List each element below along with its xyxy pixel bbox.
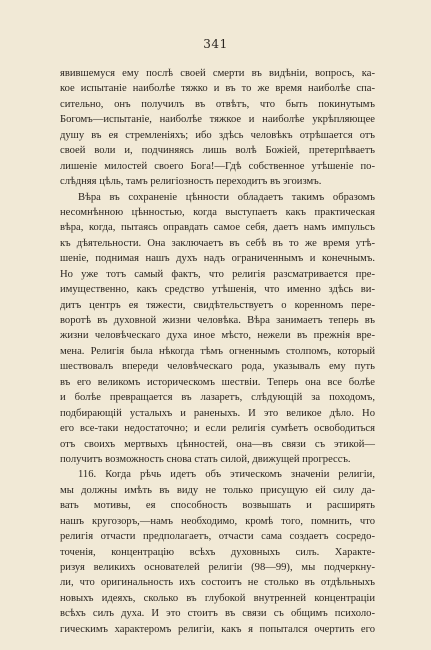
text-line: мы должны имѣть въ виду не только присущую ей силу да-: [60, 484, 375, 496]
text-line: нашъ кругозоръ,—намъ необходимо, кромѣ того, помнить, что: [60, 515, 375, 527]
text-line: мена. Религія была нѣкогда тѣмъ огненнымъ столпомъ, который: [60, 345, 375, 357]
text-line: своей воли и, подчиняясь лишь волѣ Божіей, претерпѣваетъ: [60, 145, 375, 157]
text-line: въ его великомъ историческомъ шествіи. Теперь она все болѣе: [60, 376, 375, 388]
text-line: 116. Когда рѣчь идетъ объ этическомъ значеніи религіи,: [78, 469, 375, 481]
text-line: слѣдняя цѣль, тамъ религіозность переходитъ въ эгоизмъ.: [60, 176, 322, 188]
text-line: лишеніе милостей своего Бога!—Гдѣ собственное утѣшеніе по-: [60, 160, 375, 172]
text-line: воротѣ въ духовной жизни человѣка. Вѣра занимаетъ теперь въ: [60, 315, 375, 326]
text-line: кое испытаніе наиболѣе тяжко и въ то же время наиболѣе спа-: [60, 83, 375, 95]
text-line: шеніе, поднимая нашъ духъ надъ ограниченнымъ и конечнымъ.: [60, 253, 375, 265]
text-line: несомнѣнною цѣнностью, когда выступаетъ какъ практическая: [60, 206, 375, 218]
text-line: Вѣра въ сохраненіе цѣнности обладаетъ такимъ образомъ: [78, 191, 375, 203]
text-line: вѣра, когда, пытаясь оправдать самое себя, даетъ намъ импульсъ: [60, 222, 375, 234]
text-line: ризуя великихъ основателей религіи (98—99), мы подчеркну-: [60, 562, 375, 573]
text-line: имущественно, какъ средство утѣшенія, что именно здѣсь ви-: [60, 284, 375, 296]
text-line: всѣхъ силъ духа. И это стоитъ въ связи съ общимъ психоло-: [60, 608, 375, 620]
text-line: къ дѣятельности. Она заключаетъ въ себѣ въ то же время утѣ-: [60, 237, 375, 249]
text-line: душу въ ея стремленіяхъ; ибо здѣсь человѣкъ отрѣшается отъ: [60, 129, 375, 141]
text-line: жизни человѣческаго духа иное мѣсто, нежели въ прежнія вре-: [60, 330, 375, 342]
text-line: шествовалъ впереди человѣческаго рода, указывалъ ему путь: [60, 361, 375, 373]
text-line: получитъ возможность снова стать силой, движущей прогрессъ.: [60, 453, 351, 465]
text-line: Богомъ—испытаніе, наиболѣе тяжкое и наиболѣе укрѣпляющее: [60, 114, 375, 126]
text-line: его все-таки недостаточно; и если религія сумѣетъ освободиться: [60, 423, 375, 435]
text-line: сительно, онъ получилъ въ отвѣтъ, что быть покинутымъ: [60, 98, 375, 110]
text-line: явившемуся ему послѣ своей смерти въ видѣніи, вопросъ, ка-: [60, 68, 375, 79]
text-line: гическимъ характеромъ религіи, какъ я попытался очертить его: [60, 623, 375, 635]
text-line: вать мотивы, ея способность возвышать и расширять: [60, 500, 375, 512]
text-line: ли, что оригинальность ихъ состоитъ не столько въ отдѣльныхъ: [60, 577, 375, 589]
body-text: [60, 66, 375, 637]
page-number: 341: [203, 37, 228, 51]
text-line: подбирающій усталыхъ и раненыхъ. И это великое дѣло. Но: [60, 407, 375, 419]
text-line: и болѣе превращается въ лазаретъ, слѣдующій за походомъ,: [60, 392, 375, 404]
text-line: религія отчасти предполагаетъ, отчасти сама создаетъ сосредо-: [60, 531, 375, 543]
text-line: Но уже тотъ самый фактъ, что религія разсматривается пре-: [60, 268, 375, 280]
text-line: точенія, концентрацію всѣхъ духовныхъ силъ. Характе-: [60, 546, 375, 558]
text-line: дитъ центръ ея тяжести, свидѣтельствуетъ о коренномъ пере-: [60, 299, 375, 311]
text-line: новыхъ идеяхъ, сколько въ глубокой внутренней концентраціи: [60, 592, 375, 604]
text-line: отъ своихъ мертвыхъ цѣнностей, она—въ связи съ этикой—: [60, 438, 375, 450]
